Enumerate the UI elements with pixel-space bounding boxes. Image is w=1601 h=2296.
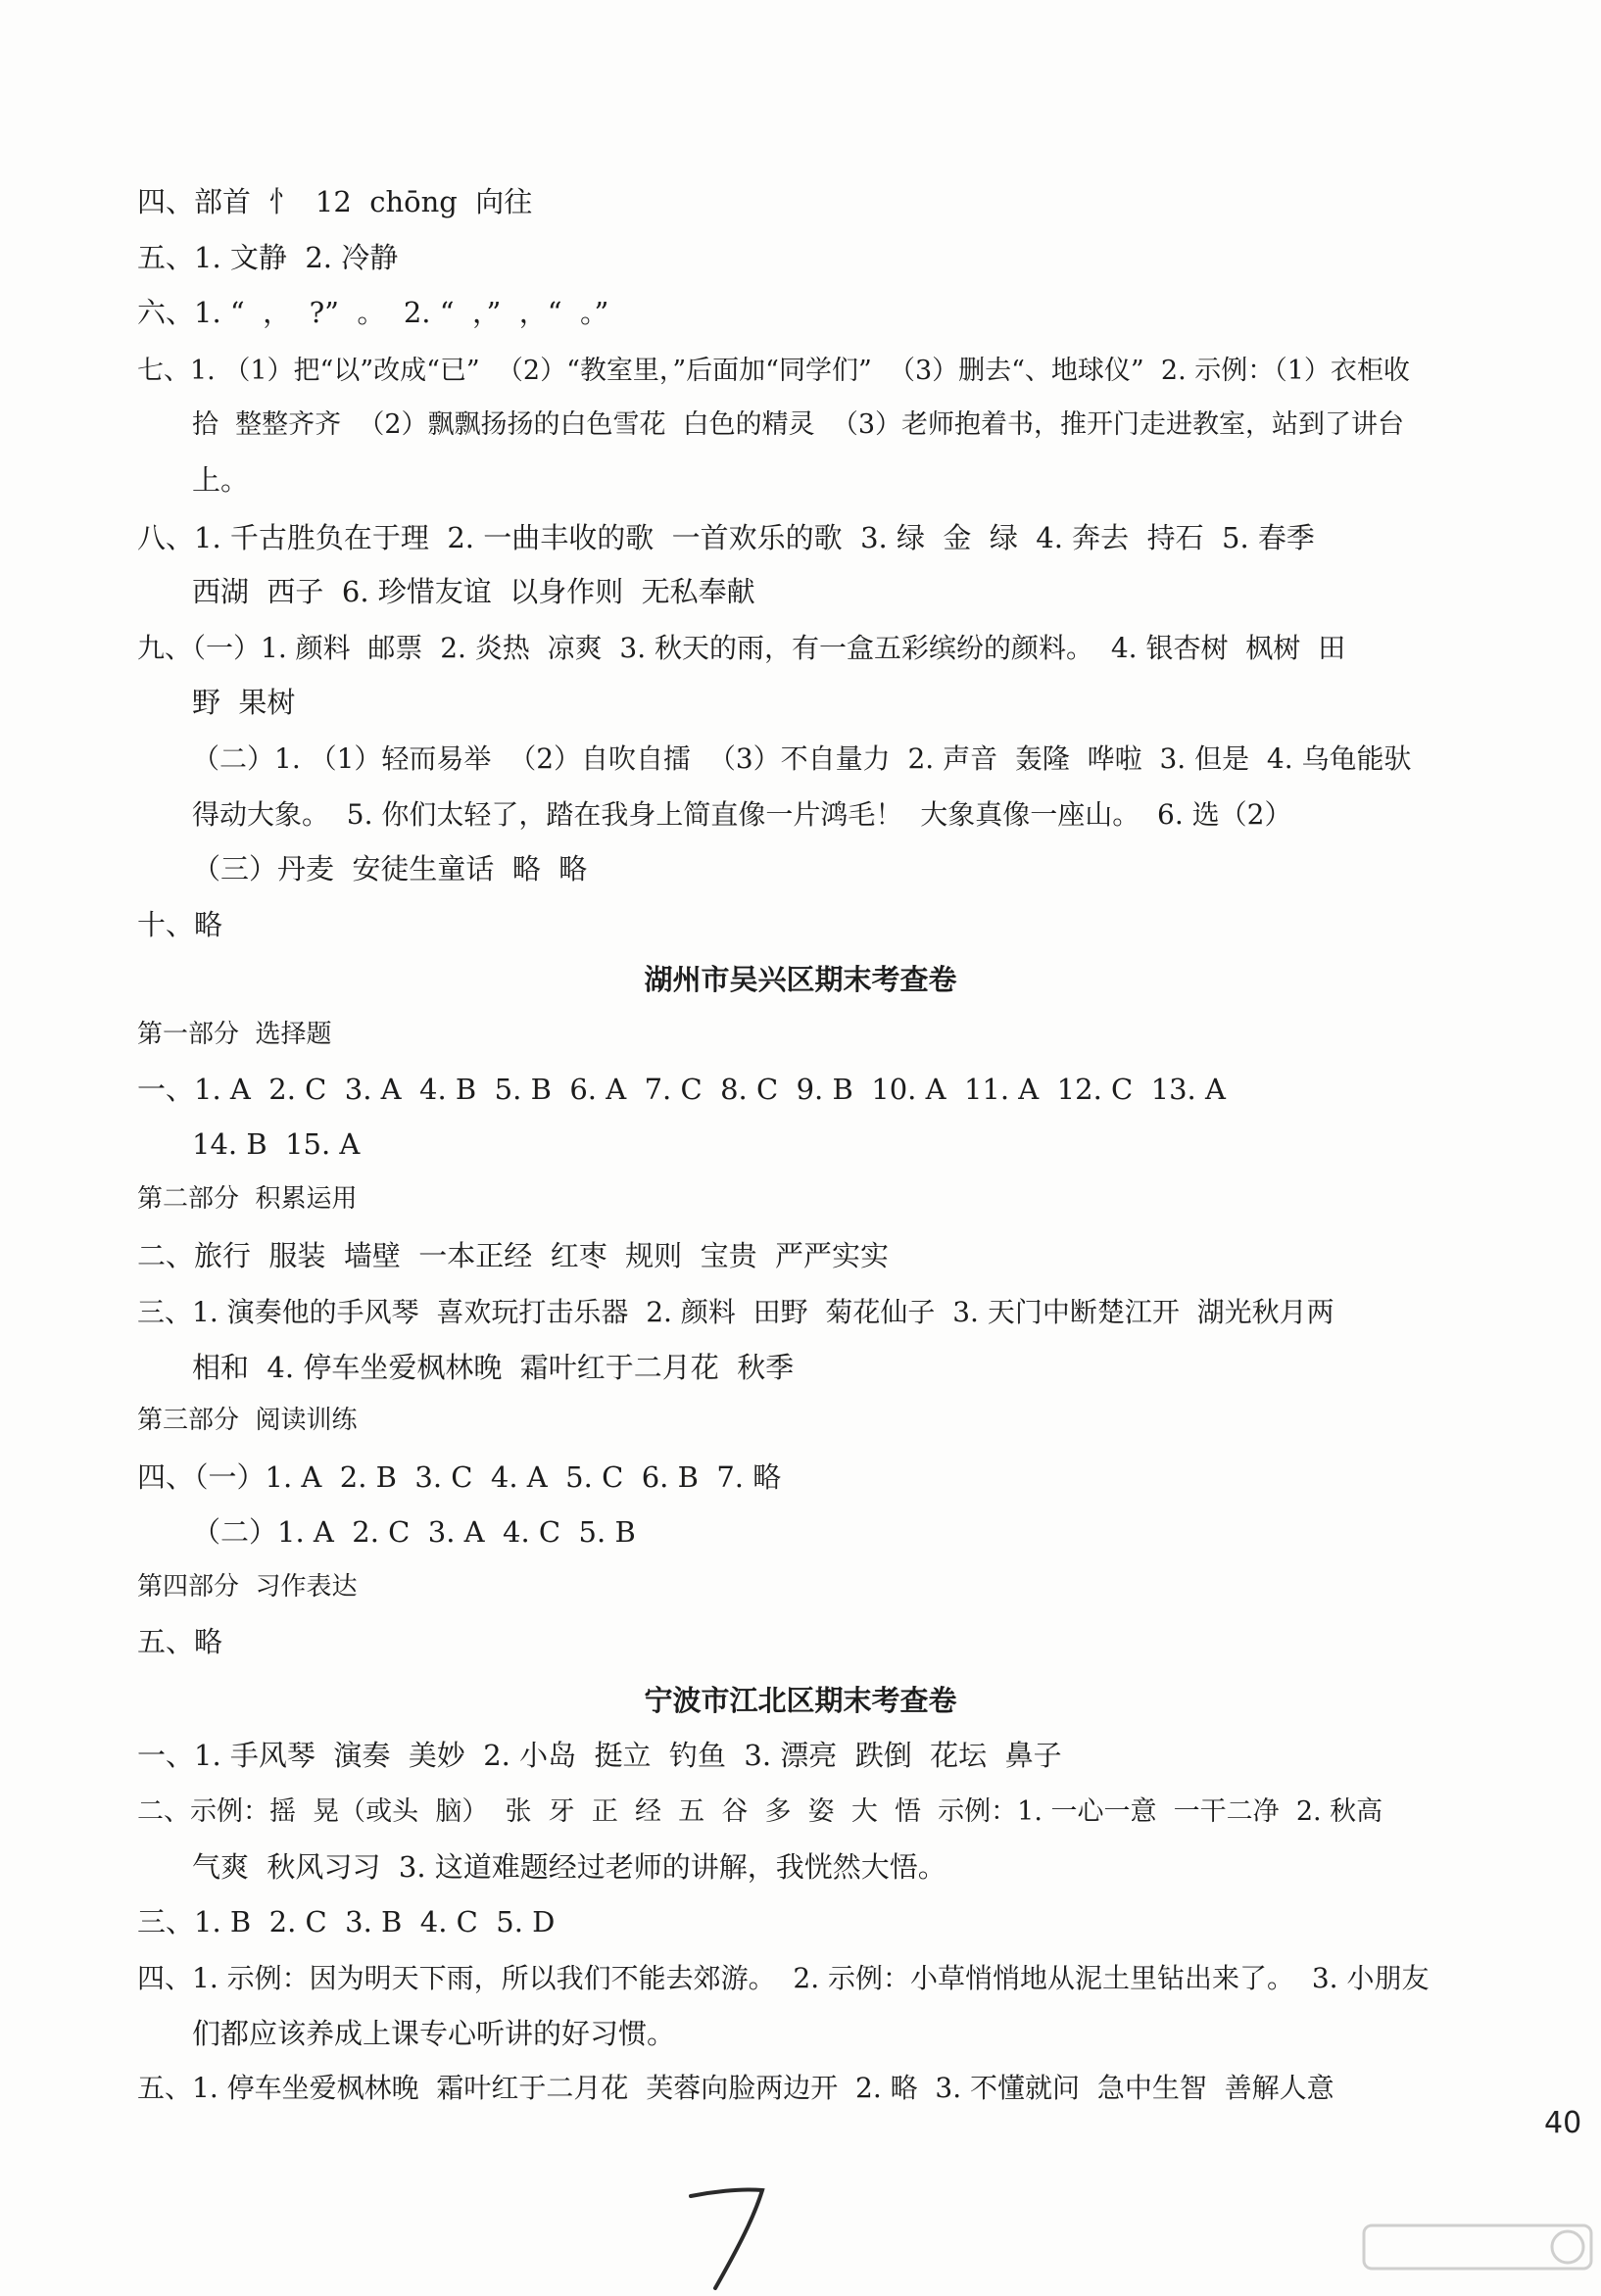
- answer-line: 气爽 秋风习习 3. 这道难题经过老师的讲解，我恍然大悟。: [192, 1850, 946, 1884]
- answer-line: 得动大象。 5. 你们太轻了，踏在我身上简直像一片鸿毛！ 大象真像一座山。 6. 选（2）: [192, 798, 1292, 831]
- answer-line: （二）1. （1）轻而易举 （2）自吹自擂 （3）不自量力 2. 声音 轰隆 哗啦 3. 但是 4. 乌龟能驮: [192, 742, 1412, 775]
- section-title: 宁波市江北区期末考查卷: [644, 1684, 957, 1717]
- answer-line: 拾 整整齐齐 （2）飘飘扬扬的白色雪花 白色的精灵 （3）老师抱着书，推开门走进教室，站到了讲台: [192, 409, 1405, 440]
- answer-line: 四、部首 忄 12 chōng 向往: [137, 185, 533, 218]
- answer-line: 八、1. 千古胜负在于理 2. 一曲丰收的歌 一首欢乐的歌 3. 绿 金 绿 4. 奔去 持石 5. 春季: [137, 521, 1315, 554]
- answer-line: 五、1. 停车坐爱枫林晚 霜叶红于二月花 芙蓉向脸两边开 2. 略 3. 不懂就问 急中生智 善解人意: [137, 2072, 1334, 2104]
- part-heading: 第一部分 选择题: [137, 1020, 332, 1049]
- part-heading: 第四部分 习作表达: [137, 1572, 358, 1602]
- section-title: 湖州市吴兴区期末考查卷: [644, 963, 957, 996]
- answer-line: 三、1. 演奏他的手风琴 喜欢玩打击乐器 2. 颜料 田野 菊花仙子 3. 天门中断楚江开 湖光秋月两: [137, 1296, 1334, 1328]
- answer-line: （二）1. A 2. C 3. A 4. C 5. B: [192, 1515, 636, 1549]
- answer-line: 五、1. 文静 2. 冷静: [137, 241, 399, 274]
- answer-line: 一、1. A 2. C 3. A 4. B 5. B 6. A 7. C 8. C 9. B 10. A 11. A 12. C 13. A: [137, 1073, 1226, 1106]
- page-number: 40: [1544, 2106, 1582, 2140]
- answer-line: 野 果树: [192, 686, 296, 719]
- answer-line: 五、略: [137, 1625, 223, 1658]
- answer-line: 四、（一）1. A 2. B 3. C 4. A 5. C 6. B 7. 略: [137, 1460, 782, 1494]
- answer-line: 们都应该养成上课专心听讲的好习惯。: [192, 2017, 676, 2050]
- answer-line: 一、1. 手风琴 演奏 美妙 2. 小岛 挺立 钓鱼 3. 漂亮 跌倒 花坛 鼻子: [137, 1739, 1062, 1772]
- answer-line: 十、略: [137, 908, 223, 941]
- answer-line: 三、1. B 2. C 3. B 4. C 5. D: [137, 1905, 556, 1938]
- part-heading: 第二部分 积累运用: [137, 1184, 358, 1214]
- handwritten-seven-mark: [686, 2186, 774, 2294]
- answer-line: 七、1. （1）把“以”改成“已” （2）“教室里，”后面加“同学们” （3）删去“、地球仪” 2. 示例：（1）衣柜收: [137, 356, 1410, 386]
- watermark-logo: [1360, 2222, 1595, 2296]
- answer-line: 二、旅行 服装 墙壁 一本正经 红枣 规则 宝贵 严严实实: [137, 1239, 890, 1272]
- answer-line: 相和 4. 停车坐爱枫林晚 霜叶红于二月花 秋季: [192, 1351, 795, 1384]
- answer-line: 二、示例：摇 晃（或头 脑） 张 牙 正 经 五 谷 多 姿 大 悟 示例：1. 一心一意 一干二净 2. 秋高: [137, 1796, 1383, 1827]
- answer-line: 上。: [192, 463, 250, 497]
- watermark-icon: [1360, 2222, 1595, 2292]
- answer-line: 六、1. “ ， ?” 。 2. “ ，” ，“ 。”: [137, 296, 609, 329]
- answer-line: 四、1. 示例：因为明天下雨，所以我们不能去郊游。 2. 示例：小草悄悄地从泥土里钻出来了。 3. 小朋友: [137, 1962, 1430, 1994]
- answer-line: 九、（一）1. 颜料 邮票 2. 炎热 凉爽 3. 秋天的雨，有一盒五彩缤纷的颜料。 4. 银杏树 枫树 田: [137, 632, 1346, 664]
- answer-line: 西湖 西子 6. 珍惜友谊 以身作则 无私奉献: [192, 575, 755, 608]
- part-heading: 第三部分 阅读训练: [137, 1406, 358, 1435]
- answer-line: （三）丹麦 安徒生童话 略 略: [192, 852, 588, 885]
- answer-line: 14. B 15. A: [192, 1127, 361, 1161]
